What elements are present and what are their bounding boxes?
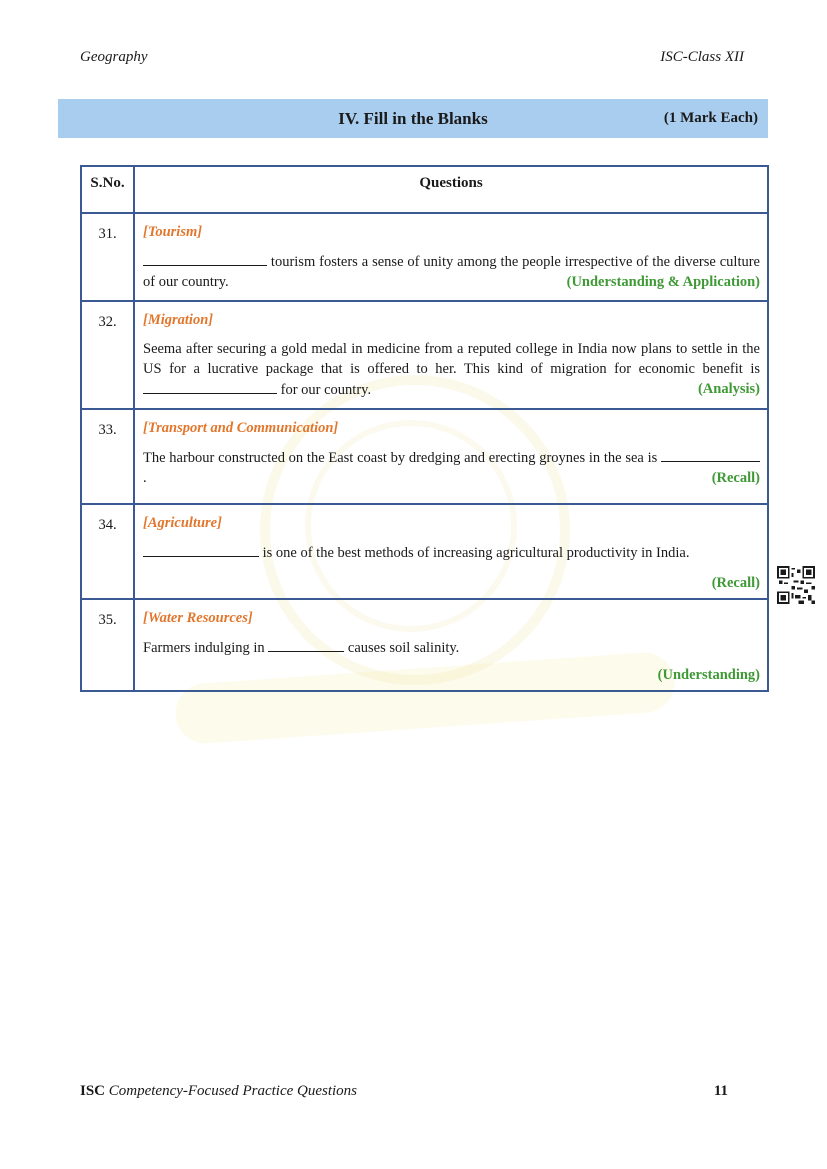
section-header [58,99,768,138]
answer-blank [143,542,259,557]
question-topic: [Water Resources] [143,610,253,626]
column-header-sno: S.No. [81,166,134,213]
question-topic: [Migration] [143,312,214,328]
question-number: 34. [81,504,134,599]
answer-blank [268,637,344,652]
answer-blank [661,447,760,462]
question-cell [134,301,768,409]
page-number: 11 [713,1083,728,1099]
questions-table [80,165,769,692]
cognitive-level: (Understanding & Application) [566,274,760,290]
question-text: tourism fosters a sense of unity among the people irrespective of the diverse culture of our country. (Understanding & Application) [143,251,760,292]
qr-code-icon[interactable] [776,566,816,604]
table-row [81,504,768,599]
question-topic: [Agriculture] [143,515,222,531]
question-number: 35. [81,599,134,691]
question-cell [134,504,768,599]
section-title: IV. Fill in the Blanks [338,109,488,128]
cognitive-level: (Understanding) [657,667,760,683]
column-header-questions: Questions [134,166,768,213]
table-header-row [81,166,768,213]
question-topic: [Tourism] [143,224,203,240]
table-row [81,409,768,504]
table-row [81,599,768,691]
question-text: The harbour constructed on the East coast by dredging and erecting groynes in the sea is . (Recall) [143,447,760,488]
question-topic: [Transport and Communication] [143,420,339,436]
question-cell [134,409,768,504]
question-number: 31. [81,213,134,301]
running-head-subject: Geography [80,49,148,65]
table-row [81,213,768,301]
cognitive-level: (Recall) [711,575,760,591]
question-text: Farmers indulging in causes soil salinity. [143,637,760,658]
question-number: 33. [81,409,134,504]
section-marks: (1 Mark Each) [663,110,758,126]
running-head-class: ISC-Class XII [660,49,744,65]
question-cell [134,213,768,301]
question-number: 32. [81,301,134,409]
table-row [81,301,768,409]
answer-blank [143,251,267,266]
cognitive-level: (Analysis) [697,381,760,397]
cognitive-level: (Recall) [711,470,760,486]
question-cell [134,599,768,691]
question-text: Seema after securing a gold medal in medicine from a reputed college in India now plans to settle in the US for a lucrative package that is offered to her. This kind of migration for economic benefit is for our country. (Analysis) [143,341,760,398]
footer-title: ISC Competency-Focused Practice Questions [80,1083,358,1099]
answer-blank [143,379,277,394]
question-text: is one of the best methods of increasing agricultural productivity in India. [143,542,760,563]
